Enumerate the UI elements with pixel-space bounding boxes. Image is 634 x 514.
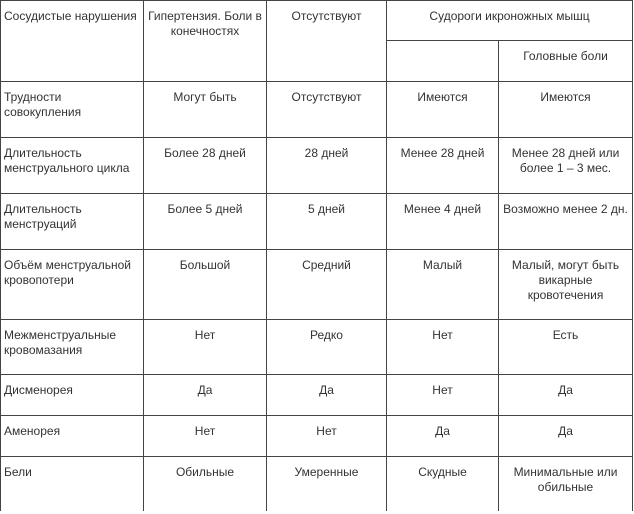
table-cell: Скудные: [387, 457, 499, 511]
table-cell: Возможно менее 2 дн.: [499, 194, 633, 250]
table-cell: Нет: [387, 375, 499, 416]
table-cell: Да: [387, 416, 499, 457]
row-label: Трудности совокупления: [1, 82, 144, 138]
table-cell: Большой: [144, 250, 267, 320]
table-cell: Есть: [499, 320, 633, 375]
table-header-row: [1, 1, 633, 41]
header-subcell: [387, 41, 499, 82]
table-cell: Малый: [387, 250, 499, 320]
table-cell: Умеренные: [267, 457, 387, 511]
table-cell: Имеются: [387, 82, 499, 138]
table-cell: Более 28 дней: [144, 138, 267, 194]
table-cell: Да: [144, 375, 267, 416]
table-cell: Нет: [144, 320, 267, 375]
row-label: Аменорея: [1, 416, 144, 457]
table-cell: Да: [499, 375, 633, 416]
table-row: [1, 320, 633, 375]
row-label: Бели: [1, 457, 144, 511]
table-cell: Да: [499, 416, 633, 457]
row-label: Длительность менструаций: [1, 194, 144, 250]
table-cell: Нет: [144, 416, 267, 457]
table-cell: Отсутствуют: [267, 82, 387, 138]
header-cell: Судороги икроножных мышц: [387, 1, 633, 41]
table-row: [1, 138, 633, 194]
row-label: Дисменорея: [1, 375, 144, 416]
header-cell: Отсутствуют: [267, 1, 387, 82]
table-row: [1, 82, 633, 138]
table-row: [1, 457, 633, 511]
table-row: [1, 250, 633, 320]
table-row: [1, 375, 633, 416]
table-cell: Минимальные или обильные: [499, 457, 633, 511]
table-cell: Малый, могут быть викарные кровотечения: [499, 250, 633, 320]
table-row: [1, 416, 633, 457]
table-cell: 5 дней: [267, 194, 387, 250]
row-label: Межменструальные кровомазания: [1, 320, 144, 375]
header-subcell: Головные боли: [499, 41, 633, 82]
row-label: Длительность менструального цикла: [1, 138, 144, 194]
table-cell: Имеются: [499, 82, 633, 138]
table-cell: Более 5 дней: [144, 194, 267, 250]
table-cell: Да: [267, 375, 387, 416]
table-cell: Могут быть: [144, 82, 267, 138]
table-cell: 28 дней: [267, 138, 387, 194]
table-cell: Нет: [387, 320, 499, 375]
table-cell: Менее 4 дней: [387, 194, 499, 250]
table-row: [1, 194, 633, 250]
table-cell: Менее 28 дней или более 1 – 3 мес.: [499, 138, 633, 194]
header-cell: Гипертензия. Боли в конечностях: [144, 1, 267, 82]
table-cell: Средний: [267, 250, 387, 320]
row-label: Сосудистые нарушения: [1, 1, 144, 82]
table-cell: Редко: [267, 320, 387, 375]
table-cell: Обильные: [144, 457, 267, 511]
table-cell: Менее 28 дней: [387, 138, 499, 194]
row-label: Объём менструальной кровопотери: [1, 250, 144, 320]
table-cell: Нет: [267, 416, 387, 457]
